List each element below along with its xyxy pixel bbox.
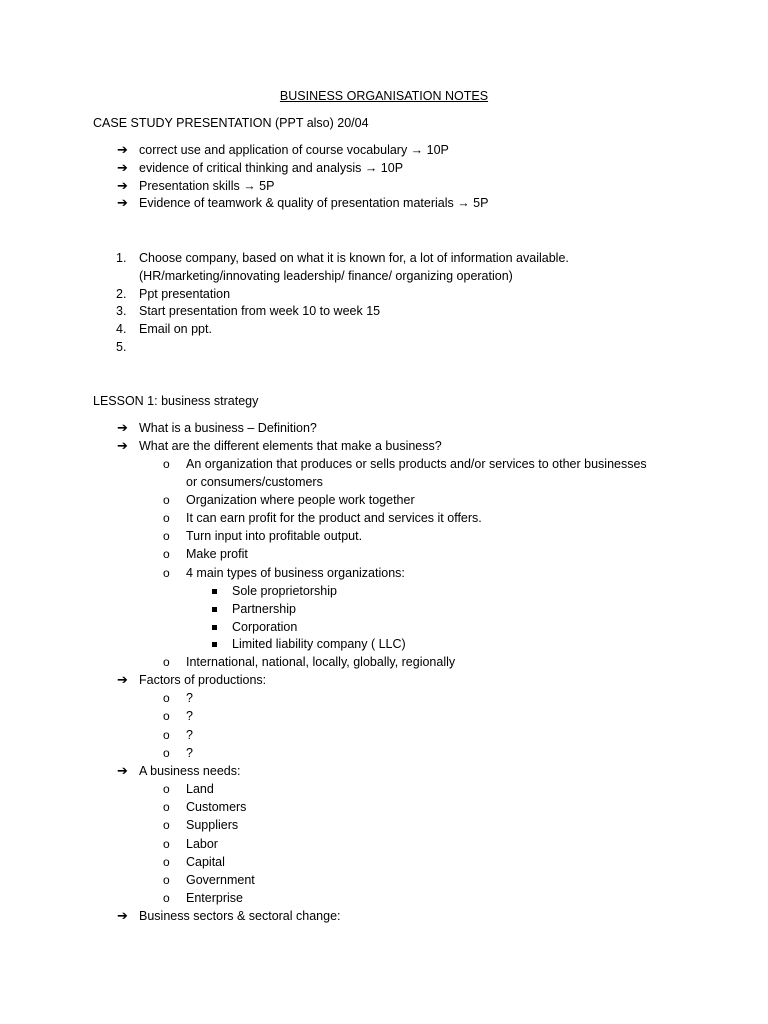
arrow-bullet-icon: ➔ xyxy=(117,160,128,175)
question-item: What are the different elements that make a business? xyxy=(139,439,442,453)
business-type-item: Corporation xyxy=(232,620,298,634)
circle-bullet-icon: o xyxy=(163,511,170,525)
element-item: 4 main types of business organizations: xyxy=(186,566,405,580)
square-bullet-icon xyxy=(212,589,217,594)
factor-item: ? xyxy=(186,728,193,742)
lesson-heading: LESSON 1: business strategy xyxy=(93,394,259,408)
circle-bullet-icon: o xyxy=(163,655,170,669)
circle-bullet-icon: o xyxy=(163,529,170,543)
step-text: Start presentation from week 10 to week 15 xyxy=(139,304,381,318)
circle-bullet-icon: o xyxy=(163,782,170,796)
case-study-heading: CASE STUDY PRESENTATION (PPT also) 20/04 xyxy=(93,116,369,130)
criteria-item: evidence of critical thinking and analysis → 10P xyxy=(139,161,404,175)
step-text: Email on ppt. xyxy=(139,322,212,336)
arrow-bullet-icon: ➔ xyxy=(117,908,128,923)
circle-bullet-icon: o xyxy=(163,709,170,723)
document-title: BUSINESS ORGANISATION NOTES xyxy=(279,89,489,103)
step-text: Choose company, based on what it is known for, a lot of information available. xyxy=(139,251,569,265)
need-item: Enterprise xyxy=(186,891,243,905)
circle-bullet-icon: o xyxy=(163,818,170,832)
arrow-bullet-icon: ➔ xyxy=(117,420,128,435)
element-item: Make profit xyxy=(186,547,248,561)
factor-item: ? xyxy=(186,709,193,723)
factor-item: ? xyxy=(186,691,193,705)
need-item: Labor xyxy=(186,837,218,851)
circle-bullet-icon: o xyxy=(163,566,170,580)
circle-bullet-icon: o xyxy=(163,457,170,471)
needs-heading: A business needs: xyxy=(139,764,241,778)
circle-bullet-icon: o xyxy=(163,891,170,905)
factor-item: ? xyxy=(186,746,193,760)
circle-bullet-icon: o xyxy=(163,873,170,887)
need-item: Government xyxy=(186,873,255,887)
scope-item: International, national, locally, globally, regionally xyxy=(186,655,456,669)
step-number: 2. xyxy=(116,287,127,301)
arrow-bullet-icon: ➔ xyxy=(117,195,128,210)
step-text: (HR/marketing/innovating leadership/ finance/ organizing operation) xyxy=(139,269,513,283)
need-item: Suppliers xyxy=(186,818,239,832)
arrow-bullet-icon: ➔ xyxy=(117,142,128,157)
criteria-item: correct use and application of course vocabulary → 10P xyxy=(139,143,449,157)
arrow-bullet-icon: ➔ xyxy=(117,763,128,778)
step-number: 3. xyxy=(116,304,127,318)
step-number: 1. xyxy=(116,251,127,265)
need-item: Capital xyxy=(186,855,225,869)
business-type-item: Limited liability company ( LLC) xyxy=(232,637,406,651)
arrow-bullet-icon: ➔ xyxy=(117,178,128,193)
business-type-item: Partnership xyxy=(232,602,296,616)
element-item: An organization that produces or sells products and/or services to other businesses xyxy=(186,457,647,471)
square-bullet-icon xyxy=(212,607,217,612)
element-item: Turn input into profitable output. xyxy=(186,529,363,543)
step-number: 4. xyxy=(116,322,127,336)
element-item: It can earn profit for the product and services it offers. xyxy=(186,511,482,525)
circle-bullet-icon: o xyxy=(163,800,170,814)
criteria-item: Evidence of teamwork & quality of presentation materials → 5P xyxy=(139,196,489,210)
step-number: 5. xyxy=(116,340,127,354)
circle-bullet-icon: o xyxy=(163,691,170,705)
arrow-bullet-icon: ➔ xyxy=(117,672,128,687)
circle-bullet-icon: o xyxy=(163,837,170,851)
circle-bullet-icon: o xyxy=(163,746,170,760)
need-item: Land xyxy=(186,782,214,796)
element-item: Organization where people work together xyxy=(186,493,415,507)
need-item: Customers xyxy=(186,800,247,814)
square-bullet-icon xyxy=(212,625,217,630)
step-text: Ppt presentation xyxy=(139,287,231,301)
factors-heading: Factors of productions: xyxy=(139,673,267,687)
business-type-item: Sole proprietorship xyxy=(232,584,337,598)
criteria-item: Presentation skills → 5P xyxy=(139,179,275,193)
element-item: or consumers/customers xyxy=(186,475,323,489)
question-item: What is a business – Definition? xyxy=(139,421,317,435)
circle-bullet-icon: o xyxy=(163,855,170,869)
circle-bullet-icon: o xyxy=(163,547,170,561)
square-bullet-icon xyxy=(212,642,217,647)
circle-bullet-icon: o xyxy=(163,493,170,507)
circle-bullet-icon: o xyxy=(163,728,170,742)
sectors-heading: Business sectors & sectoral change: xyxy=(139,909,341,923)
arrow-bullet-icon: ➔ xyxy=(117,438,128,453)
